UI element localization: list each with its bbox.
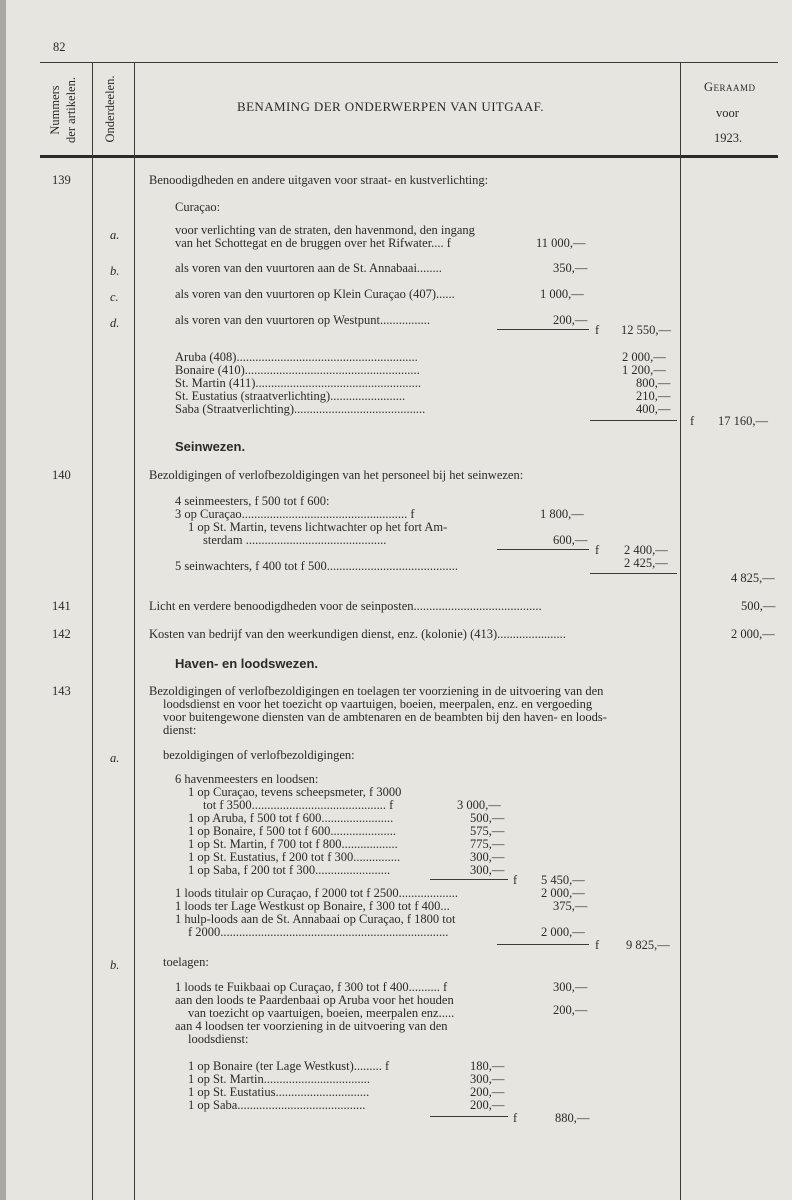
- header-top-rule: [40, 62, 778, 63]
- value-d: 200,—: [553, 313, 588, 327]
- value-h10: 375,—: [553, 899, 588, 913]
- text-143c: voor buitengewone diensten van de ambtenaren en de beambten bij den haven- en loods-: [163, 710, 607, 724]
- value-s4: 600,—: [553, 533, 588, 547]
- text-s3: 1 op St. Martin, tevens lichtwachter op het fort Am-: [188, 520, 448, 534]
- header-bottom-rule: [40, 155, 778, 158]
- text-h8: 1 op Saba, f 200 tot f 300........................: [188, 863, 391, 877]
- text-t4: aan 4 loodsen ter voorziening in de uitvoering van den: [175, 1019, 448, 1033]
- text-s5: 5 seinwachters, f 400 tot f 500..........................................: [175, 559, 458, 573]
- sum-haven: 5 450,—: [541, 873, 585, 887]
- sum-rule-t: [430, 1116, 508, 1117]
- header-geraamd: Geraamd: [704, 80, 756, 94]
- value-h7: 300,—: [470, 850, 505, 864]
- value-a: 11 000,—: [536, 236, 586, 250]
- item-d: d.: [110, 316, 120, 330]
- sum-haven-f: f: [513, 873, 518, 887]
- text-eustatius: St. Eustatius (straatverlichting)........................: [175, 389, 406, 403]
- sum-rule-curacao: [497, 329, 589, 330]
- col-rule-3: [680, 62, 681, 1200]
- col-rule-1: [92, 62, 93, 1200]
- item-b: b.: [110, 264, 120, 278]
- section-seinwezen: Seinwezen.: [175, 439, 246, 454]
- item-c: c.: [110, 290, 119, 304]
- text-h11: 1 hulp-loods aan de St. Annabaai op Curaçao, f 1800 tot: [175, 912, 456, 926]
- header-nummers-l1: Nummers: [48, 85, 62, 135]
- sum-a: 9 825,—: [626, 938, 670, 952]
- text-h10: 1 loods ter Lage Westkust op Bonaire, f 300 tot f 400...: [175, 899, 450, 913]
- value-martin: 800,—: [636, 376, 671, 390]
- total-141: 500,—: [741, 599, 776, 613]
- value-h5: 575,—: [470, 824, 505, 838]
- sum-sein: 2 400,—: [624, 543, 668, 557]
- value-c: 1 000,—: [540, 287, 584, 301]
- text-a1: voor verlichting van de straten, den havenmond, den ingang: [175, 223, 475, 237]
- item-143a: a.: [110, 751, 120, 765]
- text-h7: 1 op St. Eustatius, f 200 tot f 300...............: [188, 850, 401, 864]
- col-rule-2: [134, 62, 135, 1200]
- header-onderdeelen: Onderdeelen.: [103, 75, 117, 143]
- text-t3: van toezicht op vaartuigen, boeien, meerpalen enz.....: [188, 1006, 455, 1020]
- text-139: Benoodigdheden en andere uitgaven voor straat- en kustverlichting:: [149, 173, 489, 187]
- text-143d: dienst:: [163, 723, 197, 737]
- sum-rule-a: [497, 944, 589, 945]
- sum-t: 880,—: [555, 1111, 590, 1125]
- sum-t-f: f: [513, 1111, 518, 1125]
- value-eustatius: 210,—: [636, 389, 671, 403]
- sum-rule-sein: [497, 549, 589, 550]
- text-s2: 3 op Curaçao..................................................... f: [175, 507, 415, 521]
- article-139: 139: [52, 173, 71, 187]
- value-t3: 200,—: [553, 1003, 588, 1017]
- text-ha: bezoldigingen of verlofbezoldigingen:: [163, 748, 355, 762]
- value-h6: 775,—: [470, 837, 505, 851]
- header-voor: voor: [716, 106, 739, 120]
- text-h2: 1 op Curaçao, tevens scheepsmeter, f 3000: [188, 785, 402, 799]
- text-martin: St. Martin (411).....................................................: [175, 376, 422, 390]
- text-t9: 1 op Saba.........................................: [188, 1098, 366, 1112]
- text-b: als voren van den vuurtoren aan de St. Annabaai........: [175, 261, 442, 275]
- text-c: als voren van den vuurtoren op Klein Curaçao (407)......: [175, 287, 455, 301]
- value-saba: 400,—: [636, 402, 671, 416]
- text-t8: 1 op St. Eustatius..............................: [188, 1085, 370, 1099]
- total-139-f: f: [690, 414, 695, 428]
- value-h9: 2 000,—: [541, 886, 585, 900]
- text-h5: 1 op Bonaire, f 500 tot f 600.....................: [188, 824, 396, 838]
- value-aruba: 2 000,—: [622, 350, 666, 364]
- text-140: Bezoldigingen of verlofbezoldigingen van het personeel bij het seinwezen:: [149, 468, 524, 482]
- total-142: 2 000,—: [731, 627, 775, 641]
- value-h8: 300,—: [470, 863, 505, 877]
- text-a2: van het Schottegat en de bruggen over het Rifwater.... f: [175, 236, 451, 250]
- text-h9: 1 loods titulair op Curaçao, f 2000 tot f 2500...................: [175, 886, 458, 900]
- value-t9: 200,—: [470, 1098, 505, 1112]
- total-140: 4 825,—: [731, 571, 775, 585]
- sum-rule-haven: [430, 879, 508, 880]
- text-143a: Bezoldigingen of verlofbezoldigingen en toelagen ter voorziening in de uitvoering van den: [149, 684, 604, 698]
- header-year: 1923.: [714, 131, 743, 145]
- section-haven: Haven- en loodswezen.: [175, 656, 319, 671]
- text-bonaire: Bonaire (410)........................................................: [175, 363, 420, 377]
- text-142: Kosten van bedrijf van den weerkundigen dienst, enz. (kolonie) (413)......................: [149, 627, 566, 641]
- value-t8: 200,—: [470, 1085, 505, 1099]
- sum-curacao-f: f: [595, 323, 600, 337]
- sum-sein-f: f: [595, 543, 600, 557]
- text-d: als voren van den vuurtoren op Westpunt................: [175, 313, 430, 327]
- value-t7: 300,—: [470, 1072, 505, 1086]
- value-h3: 3 000,—: [457, 798, 501, 812]
- article-143: 143: [52, 684, 71, 698]
- header-nummers-l2: der artikelen.: [64, 77, 78, 143]
- header-nummers: [47, 63, 83, 157]
- value-h12: 2 000,—: [541, 925, 585, 939]
- sum-a-f: f: [595, 938, 600, 952]
- text-h12: f 2000.........................................................................: [188, 925, 449, 939]
- text-143b: loodsdienst en voor het toezicht op vaartuigen, boeien, meerpalen, enz. en vergoeding: [163, 697, 593, 711]
- article-140: 140: [52, 468, 71, 482]
- value-bonaire: 1 200,—: [622, 363, 666, 377]
- article-141: 141: [52, 599, 71, 613]
- text-t2: aan den loods te Paardenbaai op Aruba voor het houden: [175, 993, 454, 1007]
- text-h4: 1 op Aruba, f 500 tot f 600.......................: [188, 811, 394, 825]
- value-s5: 2 425,—: [624, 556, 668, 570]
- total-139: 17 160,—: [718, 414, 768, 428]
- text-aruba: Aruba (408)..........................................................: [175, 350, 418, 364]
- sum-rule-139: [590, 420, 677, 421]
- sum-rule-140: [590, 573, 677, 574]
- text-curacao: Curaçao:: [175, 200, 221, 214]
- value-s2: 1 800,—: [540, 507, 584, 521]
- text-h1: 6 havenmeesters en loodsen:: [175, 772, 319, 786]
- item-143b: b.: [110, 958, 120, 972]
- value-t6: 180,—: [470, 1059, 505, 1073]
- item-a: a.: [110, 228, 120, 242]
- text-t6: 1 op Bonaire (ter Lage Westkust)......... f: [188, 1059, 390, 1073]
- text-141: Licht en verdere benoodigdheden voor de seinposten.........................................: [149, 599, 542, 613]
- value-h4: 500,—: [470, 811, 505, 825]
- header-benaming: BENAMING DER ONDERWERPEN VAN UITGAAF.: [237, 99, 544, 114]
- text-t7: 1 op St. Martin..................................: [188, 1072, 370, 1086]
- value-t1: 300,—: [553, 980, 588, 994]
- sum-curacao: 12 550,—: [621, 323, 671, 337]
- text-saba: Saba (Straatverlichting)..........................................: [175, 402, 426, 416]
- page-edge-shadow: [0, 0, 6, 1200]
- text-t1: 1 loods te Fuikbaai op Curaçao, f 300 tot f 400.......... f: [175, 980, 448, 994]
- page-number: 82: [53, 40, 66, 54]
- text-s4: sterdam .............................................: [203, 533, 387, 547]
- value-b: 350,—: [553, 261, 588, 275]
- text-h6: 1 op St. Martin, f 700 tot f 800..................: [188, 837, 398, 851]
- text-h3: tot f 3500........................................... f: [203, 798, 394, 812]
- text-t5: loodsdienst:: [188, 1032, 249, 1046]
- text-toelagen: toelagen:: [163, 955, 209, 969]
- text-s1: 4 seinmeesters, f 500 tot f 600:: [175, 494, 330, 508]
- article-142: 142: [52, 627, 71, 641]
